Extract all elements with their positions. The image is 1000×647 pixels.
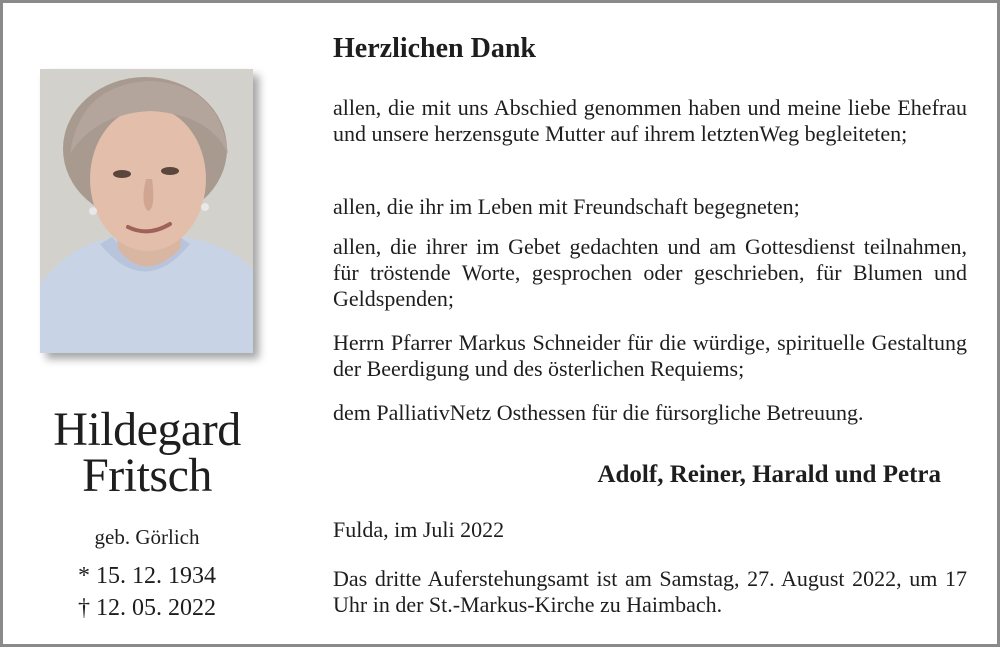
- death-date: † 12. 05. 2022: [78, 595, 216, 621]
- place-date: Fulda, im Juli 2022: [333, 517, 505, 542]
- thanks-paragraph: dem PalliativNetz Osthessen für die fürsorgliche Betreuung.: [333, 400, 864, 425]
- portrait-photo: [40, 69, 253, 353]
- service-note: Das dritte Auferstehungsamt ist am Samstag, 27. August 2022, um 17 Uhr in der St.-Markus-Kirche zu Haimbach.: [333, 566, 967, 617]
- thanks-paragraph: allen, die mit uns Abschied genommen haben und meine liebe Ehefrau und unsere herzensgute Mutter auf ihrem letztenWeg begleiteten;: [333, 95, 967, 146]
- portrait-image: [40, 69, 253, 353]
- thanks-paragraph: allen, die ihr im Leben mit Freundschaft begegneten;: [333, 194, 800, 219]
- deceased-name: [23, 403, 271, 502]
- thanks-heading: Herzlichen Dank: [333, 33, 536, 64]
- maiden-name: geb. Görlich: [94, 525, 200, 549]
- thanks-paragraph: Herrn Pfarrer Markus Schneider für die würdige, spirituelle Gestaltung der Beerdigung und des österlichen Requiems;: [333, 330, 967, 381]
- signers: Adolf, Reiner, Harald und Petra: [597, 461, 941, 488]
- first-name: Hildegard: [53, 403, 241, 456]
- birth-date: * 15. 12. 1934: [78, 563, 216, 589]
- life-dates: [23, 560, 271, 624]
- thanks-paragraph: allen, die ihrer im Gebet gedachten und am Gottesdienst teilnahmen, für tröstende Worte, gesprochen oder geschrieben, für Blumen und Geldspenden;: [333, 234, 967, 311]
- last-name: Fritsch: [82, 449, 212, 502]
